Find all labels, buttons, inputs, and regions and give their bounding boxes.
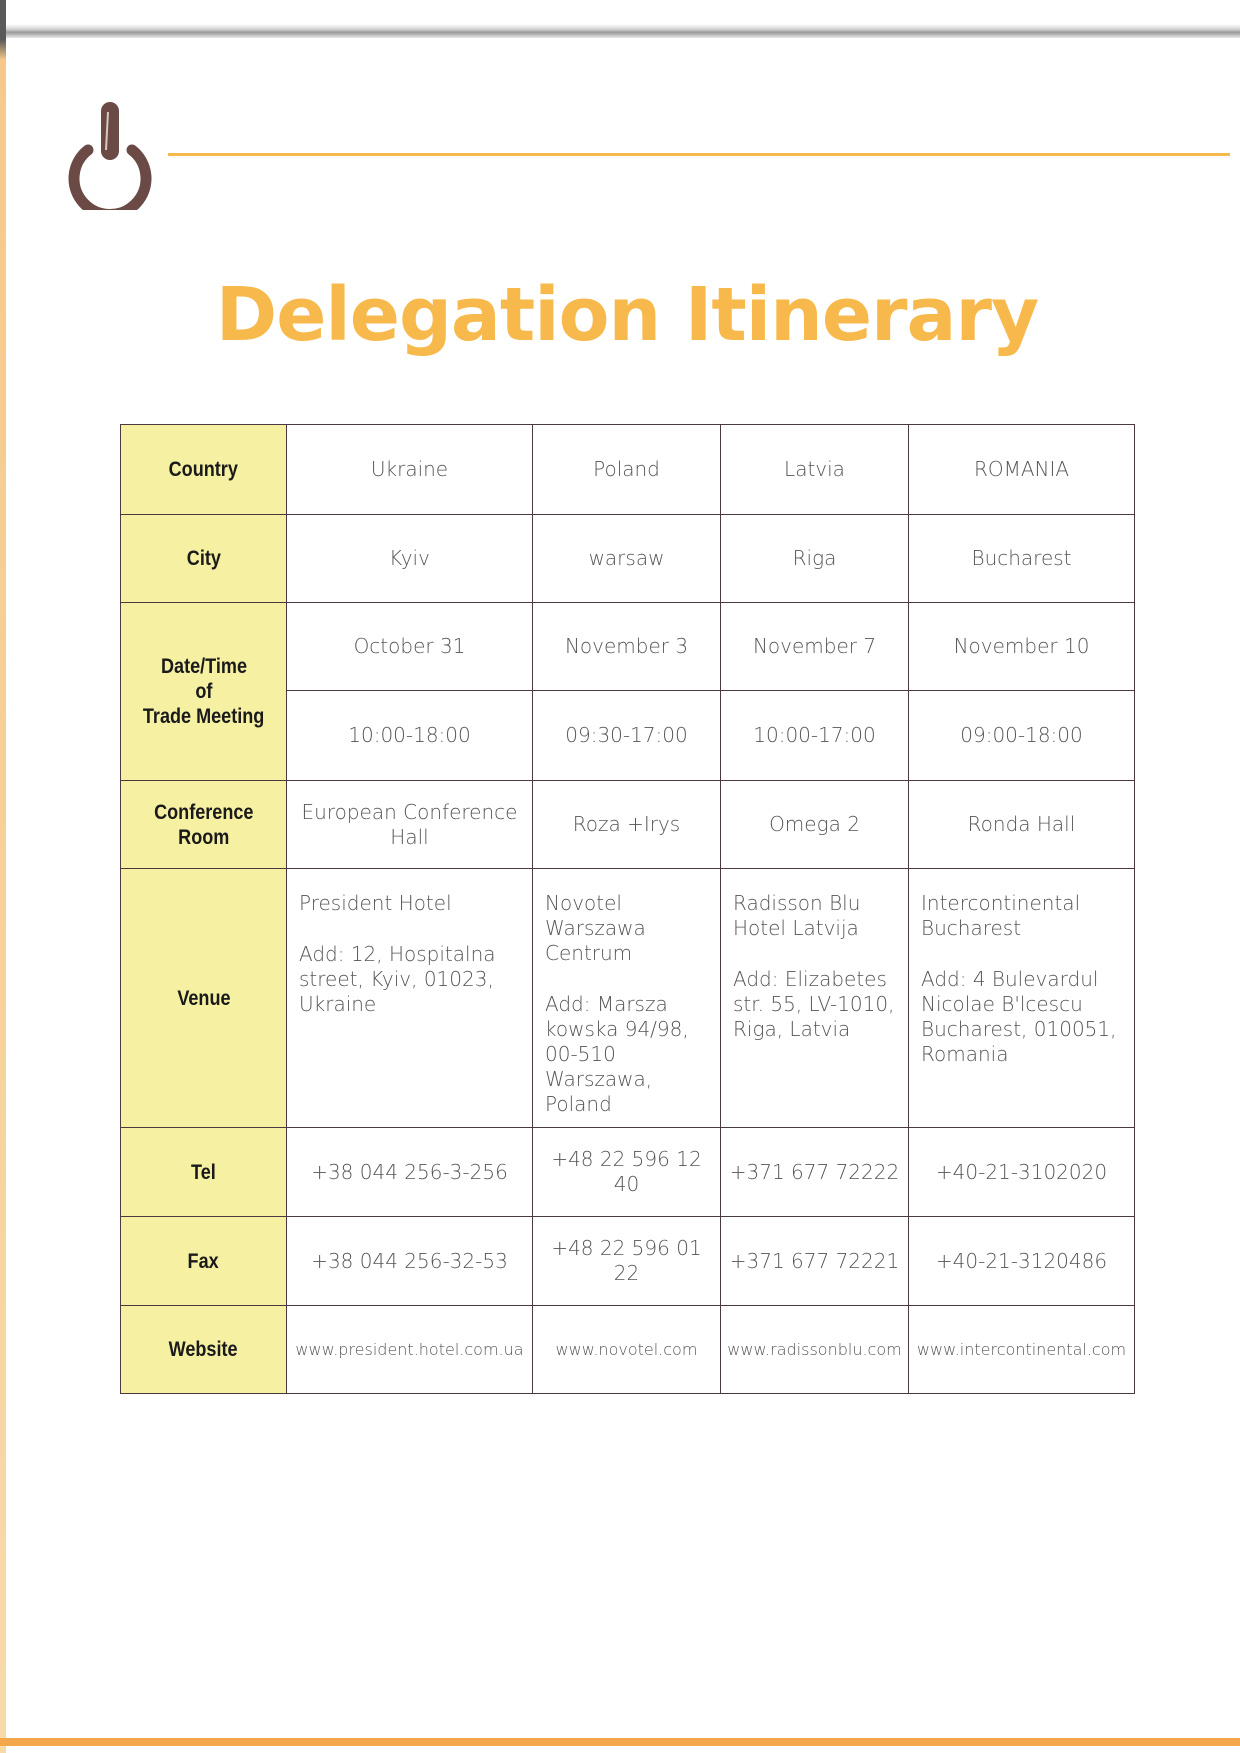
time-ukraine: 10:00-18:00 <box>287 691 533 781</box>
date-latvia: November 7 <box>721 603 909 691</box>
top-edge-bar <box>0 24 1240 38</box>
time-romania: 09:00-18:00 <box>909 691 1135 781</box>
country-romania: ROMANIA <box>909 425 1135 515</box>
power-icon <box>62 98 158 210</box>
city-kyiv: Kyiv <box>287 515 533 603</box>
venue-address: Add: 12, Hospitalna street, Kyiv, 01023, Ukraine <box>299 942 496 1016</box>
country-poland: Poland <box>533 425 721 515</box>
tel-romania: +40-21-3102020 <box>909 1128 1135 1217</box>
fax-romania: +40-21-3120486 <box>909 1217 1135 1306</box>
city-riga: Riga <box>721 515 909 603</box>
conference-room-ukraine: European Conference Hall <box>287 781 533 869</box>
conference-room-latvia: Omega 2 <box>721 781 909 869</box>
venue-address: Add: Marsza kowska 94/98, 00-510 Warszawa, Poland <box>545 992 689 1116</box>
page-title: Delegation Itinerary <box>215 272 1039 358</box>
label-city: City <box>121 515 287 603</box>
date-romania: November 10 <box>909 603 1135 691</box>
label-venue: Venue <box>121 869 287 1128</box>
date-poland: November 3 <box>533 603 721 691</box>
header-rule <box>168 153 1230 156</box>
venue-latvia <box>721 869 909 1128</box>
row-website <box>121 1306 1135 1394</box>
label-tel: Tel <box>121 1128 287 1217</box>
row-city <box>121 515 1135 603</box>
venue-ukraine <box>287 869 533 1128</box>
tel-ukraine: +38 044 256-3-256 <box>287 1128 533 1217</box>
left-edge-strip <box>0 0 6 1753</box>
fax-ukraine: +38 044 256-32-53 <box>287 1217 533 1306</box>
row-date <box>121 603 1135 691</box>
label-website: Website <box>121 1306 287 1394</box>
label-country: Country <box>121 425 287 515</box>
tel-poland: +48 22 596 12 40 <box>533 1128 721 1217</box>
row-country <box>121 425 1135 515</box>
date-ukraine: October 31 <box>287 603 533 691</box>
row-fax <box>121 1217 1135 1306</box>
conference-room-poland: Roza +Irys <box>533 781 721 869</box>
time-latvia: 10:00-17:00 <box>721 691 909 781</box>
itinerary-table <box>120 424 1135 1394</box>
website-romania: www.intercontinental.com <box>909 1306 1135 1394</box>
label-datetime: Date/Time of Trade Meeting <box>121 603 287 781</box>
row-tel <box>121 1128 1135 1217</box>
venue-name: Intercontinental Bucharest <box>921 891 1081 940</box>
website-poland: www.novotel.com <box>533 1306 721 1394</box>
bottom-edge-bar <box>0 1738 1240 1746</box>
row-conference-room <box>121 781 1135 869</box>
website-ukraine: www.president.hotel.com.ua <box>287 1306 533 1394</box>
venue-poland <box>533 869 721 1128</box>
country-latvia: Latvia <box>721 425 909 515</box>
venue-name: Radisson Blu Hotel Latvija <box>733 891 861 940</box>
venue-romania <box>909 869 1135 1128</box>
venue-address: Add: Elizabetes str. 55, LV-1010, Riga, Latvia <box>733 967 895 1041</box>
venue-name: President Hotel <box>299 891 452 915</box>
venue-address: Add: 4 Bulevardul Nicolae B'lcescu Bucharest, 010051, Romania <box>921 967 1117 1066</box>
website-latvia: www.radissonblu.com <box>721 1306 909 1394</box>
city-warsaw: warsaw <box>533 515 721 603</box>
row-venue <box>121 869 1135 1128</box>
time-poland: 09:30-17:00 <box>533 691 721 781</box>
fax-latvia: +371 677 72221 <box>721 1217 909 1306</box>
city-bucharest: Bucharest <box>909 515 1135 603</box>
conference-room-romania: Ronda Hall <box>909 781 1135 869</box>
venue-name: Novotel Warszawa Centrum <box>545 891 646 965</box>
country-ukraine: Ukraine <box>287 425 533 515</box>
label-conference-room: Conference Room <box>121 781 287 869</box>
tel-latvia: +371 677 72222 <box>721 1128 909 1217</box>
label-fax: Fax <box>121 1217 287 1306</box>
fax-poland: +48 22 596 01 22 <box>533 1217 721 1306</box>
